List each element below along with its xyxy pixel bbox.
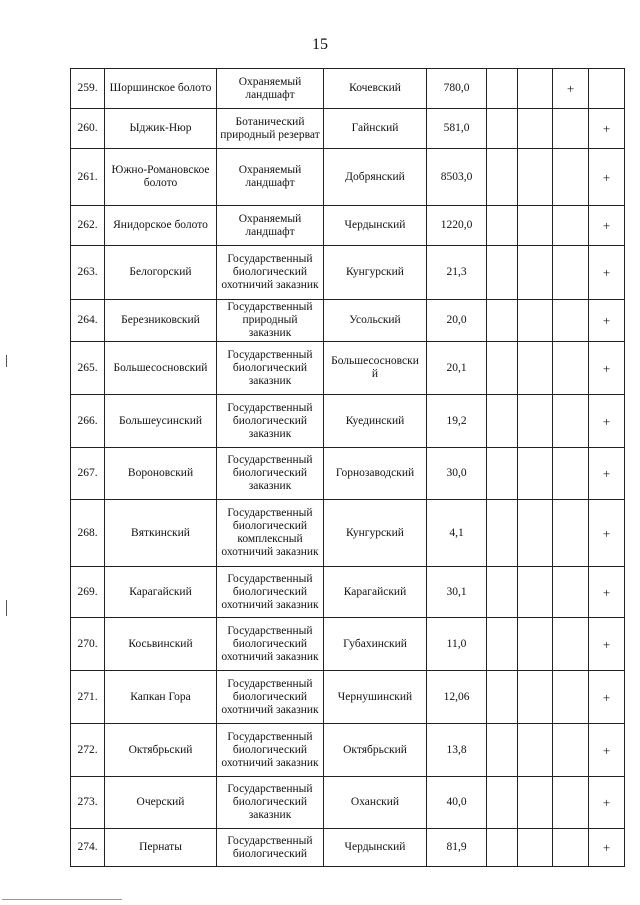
cell-name: Косьвинский	[105, 618, 217, 671]
cell-number: 273.	[71, 777, 105, 829]
cell-mark-4: +	[589, 671, 625, 724]
cell-area: 11,0	[427, 618, 487, 671]
cell-number: 260.	[71, 109, 105, 149]
cell-number: 266.	[71, 395, 105, 448]
cell-mark-3	[553, 500, 589, 567]
cell-district: Гайнский	[324, 109, 427, 149]
cell-mark-2	[518, 777, 553, 829]
cell-mark-3	[553, 777, 589, 829]
cell-mark-3	[553, 724, 589, 777]
cell-mark-1	[487, 777, 518, 829]
cell-district: Кунгурский	[324, 246, 427, 300]
cell-mark-2	[518, 109, 553, 149]
table-row	[71, 149, 625, 206]
cell-name: Южно-Романовское болото	[105, 149, 217, 206]
cell-name: Очерский	[105, 777, 217, 829]
cell-district: Добрянский	[324, 149, 427, 206]
cell-district: Кунгурский	[324, 500, 427, 567]
cell-mark-4: +	[589, 777, 625, 829]
cell-number: 271.	[71, 671, 105, 724]
table-body	[71, 69, 625, 867]
cell-mark-1	[487, 300, 518, 342]
cell-area: 81,9	[427, 829, 487, 867]
cell-area: 40,0	[427, 777, 487, 829]
cell-mark-3	[553, 300, 589, 342]
cell-mark-2	[518, 724, 553, 777]
cell-mark-1	[487, 206, 518, 246]
table-row	[71, 671, 625, 724]
cell-mark-4: +	[589, 829, 625, 867]
cell-mark-2	[518, 448, 553, 500]
cell-district: Кочевский	[324, 69, 427, 109]
cell-mark-2	[518, 500, 553, 567]
cell-name: Шоршинское болото	[105, 69, 217, 109]
cell-mark-1	[487, 567, 518, 618]
cell-mark-2	[518, 206, 553, 246]
table-row	[71, 69, 625, 109]
cell-mark-3	[553, 567, 589, 618]
cell-mark-4: +	[589, 395, 625, 448]
cell-mark-2	[518, 69, 553, 109]
cell-district: Усольский	[324, 300, 427, 342]
cell-district: Горнозаводский	[324, 448, 427, 500]
cell-category: Охраняемый ландшафт	[217, 206, 324, 246]
cell-district: Карагайский	[324, 567, 427, 618]
cell-mark-2	[518, 246, 553, 300]
cell-category: Государственный биологический заказник	[217, 395, 324, 448]
cell-mark-3	[553, 618, 589, 671]
table-row	[71, 395, 625, 448]
scan-edge-mark	[6, 355, 7, 367]
cell-number: 263.	[71, 246, 105, 300]
cell-number: 265.	[71, 342, 105, 395]
cell-number: 270.	[71, 618, 105, 671]
cell-name: Березниковский	[105, 300, 217, 342]
table-row	[71, 618, 625, 671]
cell-mark-1	[487, 829, 518, 867]
cell-mark-3	[553, 109, 589, 149]
cell-name: Ыджик-Нюр	[105, 109, 217, 149]
cell-category: Государственный природный заказник	[217, 300, 324, 342]
cell-name: Вяткинский	[105, 500, 217, 567]
cell-number: 268.	[71, 500, 105, 567]
cell-mark-2	[518, 567, 553, 618]
cell-name: Октябрьский	[105, 724, 217, 777]
cell-category: Государственный биологический охотничий заказник	[217, 671, 324, 724]
cell-mark-4: +	[589, 448, 625, 500]
cell-name: Белогорский	[105, 246, 217, 300]
cell-mark-1	[487, 395, 518, 448]
cell-district: Чердынский	[324, 206, 427, 246]
cell-mark-4: +	[589, 342, 625, 395]
cell-number: 267.	[71, 448, 105, 500]
table-row	[71, 246, 625, 300]
cell-district: Оханский	[324, 777, 427, 829]
cell-area: 581,0	[427, 109, 487, 149]
cell-mark-4: +	[589, 567, 625, 618]
cell-area: 30,0	[427, 448, 487, 500]
cell-mark-4: +	[589, 206, 625, 246]
cell-mark-2	[518, 395, 553, 448]
cell-district: Большесосновски й	[324, 342, 427, 395]
cell-mark-4: +	[589, 300, 625, 342]
cell-mark-3	[553, 149, 589, 206]
cell-name: Вороновский	[105, 448, 217, 500]
cell-name: Большесосновский	[105, 342, 217, 395]
cell-category: Охраняемый ландшафт	[217, 149, 324, 206]
cell-mark-4: +	[589, 149, 625, 206]
table-row	[71, 777, 625, 829]
cell-mark-1	[487, 69, 518, 109]
cell-mark-3	[553, 395, 589, 448]
cell-mark-1	[487, 246, 518, 300]
cell-category: Ботанический природный резерват	[217, 109, 324, 149]
cell-name: Пернаты	[105, 829, 217, 867]
cell-mark-2	[518, 149, 553, 206]
cell-category: Государственный биологический	[217, 829, 324, 867]
cell-mark-3	[553, 206, 589, 246]
cell-mark-4: +	[589, 109, 625, 149]
cell-mark-1	[487, 149, 518, 206]
cell-area: 8503,0	[427, 149, 487, 206]
cell-mark-1	[487, 671, 518, 724]
cell-mark-4: +	[589, 724, 625, 777]
footer-rule	[2, 899, 122, 900]
table-row	[71, 567, 625, 618]
cell-category: Государственный биологический заказник	[217, 448, 324, 500]
cell-mark-1	[487, 109, 518, 149]
cell-category: Государственный биологический охотничий заказник	[217, 618, 324, 671]
cell-category: Государственный биологический заказник	[217, 777, 324, 829]
cell-number: 269.	[71, 567, 105, 618]
cell-area: 12,06	[427, 671, 487, 724]
cell-mark-4	[589, 69, 625, 109]
cell-district: Куединский	[324, 395, 427, 448]
cell-area: 1220,0	[427, 206, 487, 246]
table-row	[71, 829, 625, 867]
cell-mark-2	[518, 829, 553, 867]
cell-category: Государственный биологический охотничий заказник	[217, 724, 324, 777]
cell-mark-3	[553, 448, 589, 500]
page-number: 15	[312, 36, 328, 53]
cell-area: 30,1	[427, 567, 487, 618]
cell-mark-3: +	[553, 69, 589, 109]
cell-number: 274.	[71, 829, 105, 867]
cell-number: 264.	[71, 300, 105, 342]
table-row	[71, 342, 625, 395]
cell-mark-3	[553, 246, 589, 300]
protected-areas-table	[70, 68, 625, 867]
table-row	[71, 724, 625, 777]
cell-mark-3	[553, 829, 589, 867]
cell-district: Чердынский	[324, 829, 427, 867]
cell-mark-1	[487, 448, 518, 500]
cell-number: 262.	[71, 206, 105, 246]
cell-name: Карагайский	[105, 567, 217, 618]
table-row	[71, 448, 625, 500]
scan-edge-mark	[6, 600, 7, 616]
cell-area: 20,1	[427, 342, 487, 395]
cell-name: Большеусинский	[105, 395, 217, 448]
cell-category: Охраняемый ландшафт	[217, 69, 324, 109]
cell-mark-4: +	[589, 500, 625, 567]
cell-mark-3	[553, 671, 589, 724]
table-row	[71, 109, 625, 149]
cell-mark-4: +	[589, 618, 625, 671]
cell-mark-3	[553, 342, 589, 395]
cell-area: 4,1	[427, 500, 487, 567]
cell-mark-2	[518, 618, 553, 671]
cell-name: Янидорское болото	[105, 206, 217, 246]
cell-area: 20,0	[427, 300, 487, 342]
cell-mark-1	[487, 724, 518, 777]
cell-name: Капкан Гора	[105, 671, 217, 724]
cell-mark-2	[518, 671, 553, 724]
cell-area: 21,3	[427, 246, 487, 300]
cell-mark-2	[518, 300, 553, 342]
cell-area: 780,0	[427, 69, 487, 109]
table-row	[71, 206, 625, 246]
cell-number: 261.	[71, 149, 105, 206]
table-row	[71, 300, 625, 342]
cell-area: 13,8	[427, 724, 487, 777]
cell-category: Государственный биологический комплексный охотничий заказник	[217, 500, 324, 567]
cell-mark-1	[487, 618, 518, 671]
table-row	[71, 500, 625, 567]
cell-district: Октябрьский	[324, 724, 427, 777]
cell-district: Чернушинский	[324, 671, 427, 724]
cell-mark-1	[487, 500, 518, 567]
cell-district: Губахинский	[324, 618, 427, 671]
cell-category: Государственный биологический охотничий заказник	[217, 246, 324, 300]
cell-area: 19,2	[427, 395, 487, 448]
cell-mark-1	[487, 342, 518, 395]
cell-mark-4: +	[589, 246, 625, 300]
cell-category: Государственный биологический охотничий заказник	[217, 567, 324, 618]
cell-number: 259.	[71, 69, 105, 109]
cell-category: Государственный биологический заказник	[217, 342, 324, 395]
cell-mark-2	[518, 342, 553, 395]
cell-number: 272.	[71, 724, 105, 777]
